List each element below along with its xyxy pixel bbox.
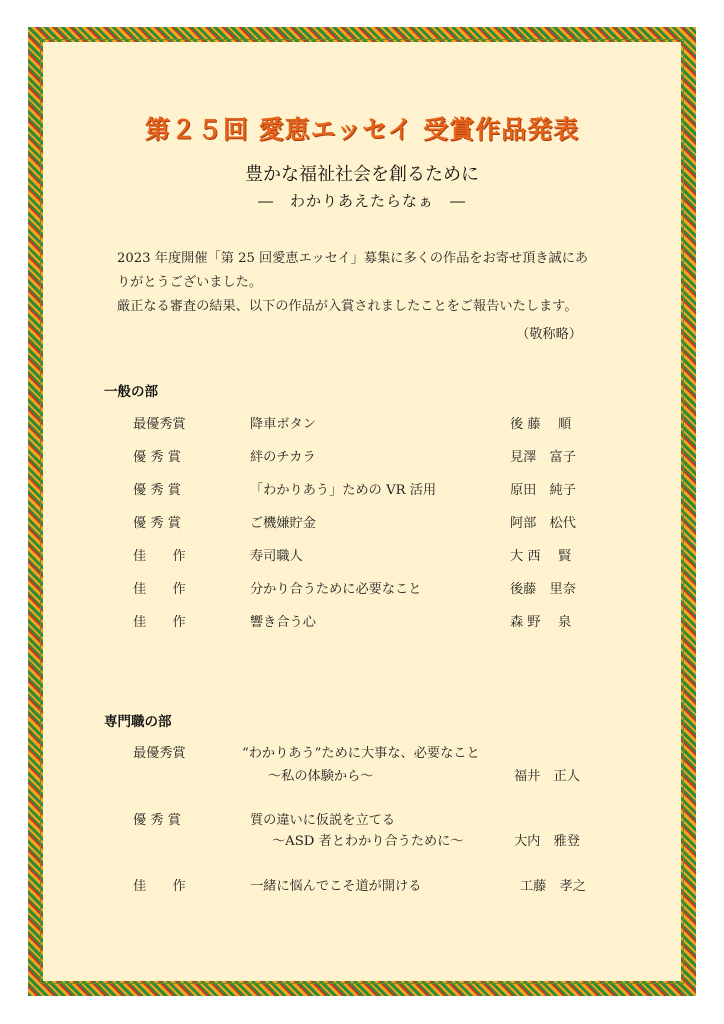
work-title: 絆のチカラ (250, 450, 316, 465)
section-heading-professional: 専門職の部 (104, 714, 172, 730)
work-title: 寿司職人 (250, 549, 303, 564)
award-label: 佳 作 (133, 549, 186, 564)
author-name: 後 藤 順 (510, 417, 572, 432)
work-title: ご機嫌貯金 (250, 516, 316, 531)
work-subtitle: ～ASD 者とわかり合うために～ (272, 834, 464, 849)
work-title: 質の違いに仮説を立てる (250, 813, 396, 828)
work-title: 響き合う心 (250, 615, 316, 630)
author-name: 見澤 富子 (510, 450, 576, 465)
author-name: 原田 純子 (510, 483, 576, 498)
page-subtitle: 豊かな福祉社会を創るために (245, 164, 479, 185)
intro-text (117, 247, 637, 319)
author-name: 森 野 泉 (510, 615, 572, 630)
award-label: 佳 作 (133, 582, 186, 597)
intro-line-3: 厳正なる審査の結果、以下の作品が入賞されましたことをご報告いたします。 (117, 299, 578, 314)
author-name: 工藤 孝之 (520, 879, 586, 894)
intro-line-1: 2023 年度開催「第 25 回愛恵エッセイ」募集に多くの作品をお寄せ頂き誠にあ (117, 251, 589, 266)
author-name: 阿部 松代 (510, 516, 576, 531)
award-label: 優 秀 賞 (133, 450, 181, 465)
award-label: 最優秀賞 (133, 746, 186, 761)
award-label: 優 秀 賞 (133, 813, 181, 828)
author-name: 後藤 里奈 (510, 582, 576, 597)
section-heading-general: 一般の部 (104, 384, 158, 400)
award-label: 佳 作 (133, 879, 186, 894)
author-name: 大内 雅登 (514, 834, 580, 849)
award-label: 優 秀 賞 (133, 516, 181, 531)
work-title: “わかりあう”ために大事な、必要なこと (242, 746, 480, 761)
work-title: 一緒に悩んでこそ道が開ける (250, 879, 422, 894)
work-title: 「わかりあう」ための VR 活用 (250, 483, 437, 498)
work-subtitle: ～私の体験から～ (268, 769, 374, 784)
award-label: 佳 作 (133, 615, 186, 630)
honorific-note: （敬称略） (516, 327, 582, 342)
intro-line-2: りがとうございました。 (117, 275, 263, 290)
page-theme: ― わかりあえたらなぁ ― (257, 192, 466, 210)
award-label: 優 秀 賞 (133, 483, 181, 498)
author-name: 大 西 賢 (510, 549, 572, 564)
page-title: 第２５回 愛恵エッセイ 受賞作品発表 (144, 115, 580, 144)
award-label: 最優秀賞 (133, 417, 186, 432)
author-name: 福井 正人 (514, 769, 580, 784)
work-title: 降車ボタン (250, 417, 316, 432)
work-title: 分かり合うために必要なこと (250, 582, 422, 597)
